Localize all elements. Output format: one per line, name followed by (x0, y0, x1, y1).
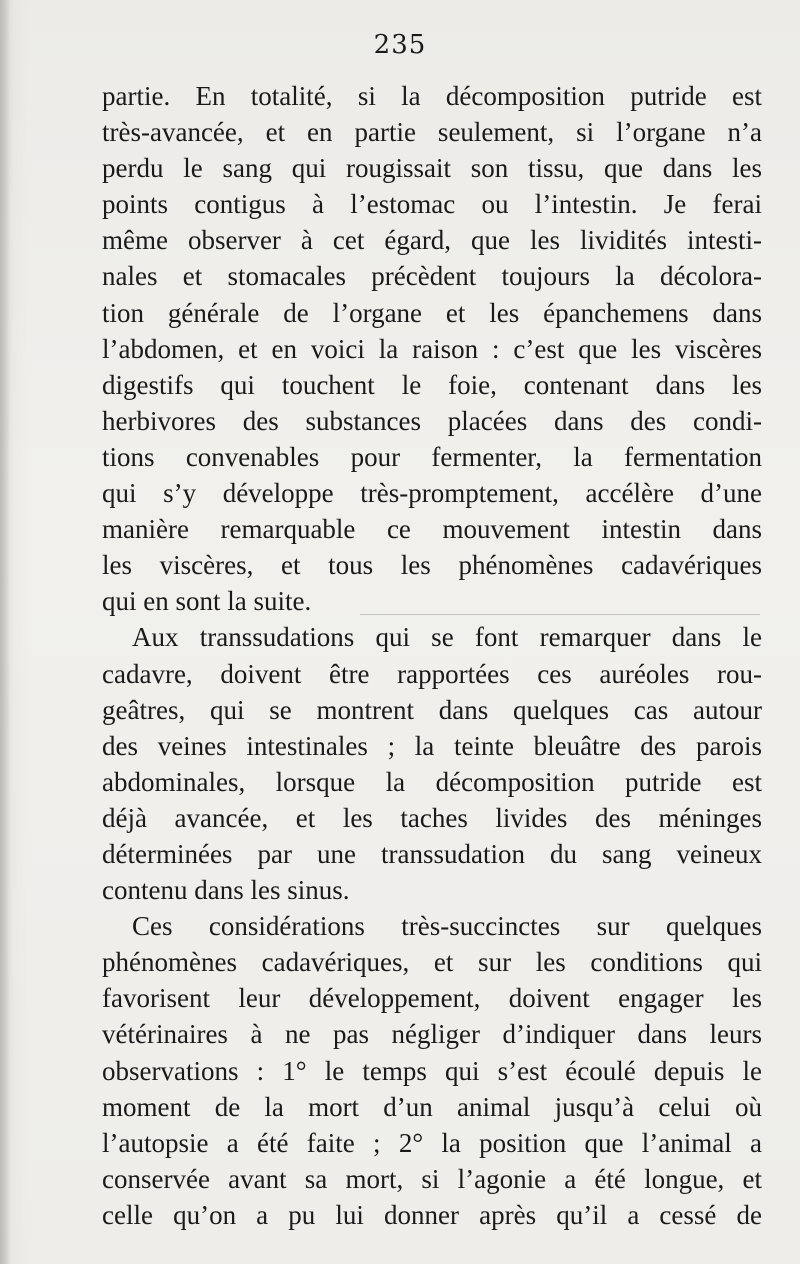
text-line: tion générale de l’organe et les épanchemens dans (102, 297, 762, 328)
text-line: observations : 1° le temps qui s’est écoulé depuis le (102, 1055, 762, 1086)
page-number: 235 (373, 30, 427, 60)
text-line: l’abdomen, et en voici la raison : c’est que les viscères (102, 333, 762, 364)
text-line: perdu le sang qui rougissait son tissu, que dans les (102, 153, 762, 184)
text-line: points contigus à l’estomac ou l’intestin. Je ferai (102, 189, 762, 220)
page-gutter-shadow (0, 0, 10, 1264)
text-line: manière remarquable ce mouvement intestin dans (102, 514, 762, 545)
text-line: les viscères, et tous les phénomènes cadavériques (102, 550, 762, 581)
text-line: déjà avancée, et les taches livides des méninges (102, 802, 762, 833)
text-line: Aux transsudations qui se font remarquer dans le (132, 622, 762, 653)
body-text (102, 78, 762, 1233)
text-line: Ces considérations très-succinctes sur quelques (132, 911, 762, 942)
text-line: partie. En totalité, si la décomposition putride est (102, 81, 762, 111)
text-line: cadavre, doivent être rapportées ces auréoles rou- (102, 658, 762, 689)
text-line: moment de la mort d’un animal jusqu’à celui où (102, 1091, 762, 1122)
text-line: celle qu’on a pu lui donner après qu’il a cessé de (102, 1199, 762, 1230)
text-line: phénomènes cadavériques, et sur les conditions qui (102, 947, 762, 978)
text-line: geâtres, qui se montrent dans quelques cas autour (102, 694, 762, 725)
text-line: conservée avant sa mort, si l’agonie a été longue, et (102, 1163, 762, 1194)
text-line: vétérinaires à ne pas négliger d’indiquer dans leurs (102, 1019, 762, 1050)
text-line: qui en sont la suite. (102, 586, 312, 617)
text-line: même observer à cet égard, que les lividités intesti- (102, 225, 762, 256)
text-line: nales et stomacales précèdent toujours la décolora- (102, 261, 762, 292)
text-line: très-avancée, et en partie seulement, si l’organe n’a (102, 117, 762, 148)
text-line: favorisent leur développement, doivent engager les (102, 983, 762, 1014)
text-line: qui s’y développe très-promptement, accélère d’une (102, 478, 762, 509)
text-line: digestifs qui touchent le foie, contenant dans les (102, 369, 762, 400)
text-line: des veines intestinales ; la teinte bleuâtre des parois (102, 730, 762, 761)
text-line: abdominales, lorsque la décomposition putride est (102, 766, 762, 797)
text-line: l’autopsie a été faite ; 2° la position que l’animal a (102, 1127, 762, 1158)
text-line: contenu dans les sinus. (102, 875, 350, 906)
text-line: tions convenables pour fermenter, la fermentation (102, 441, 762, 472)
text-line: déterminées par une transsudation du sang veineux (102, 838, 762, 869)
text-line: herbivores des substances placées dans des condi- (102, 405, 762, 436)
